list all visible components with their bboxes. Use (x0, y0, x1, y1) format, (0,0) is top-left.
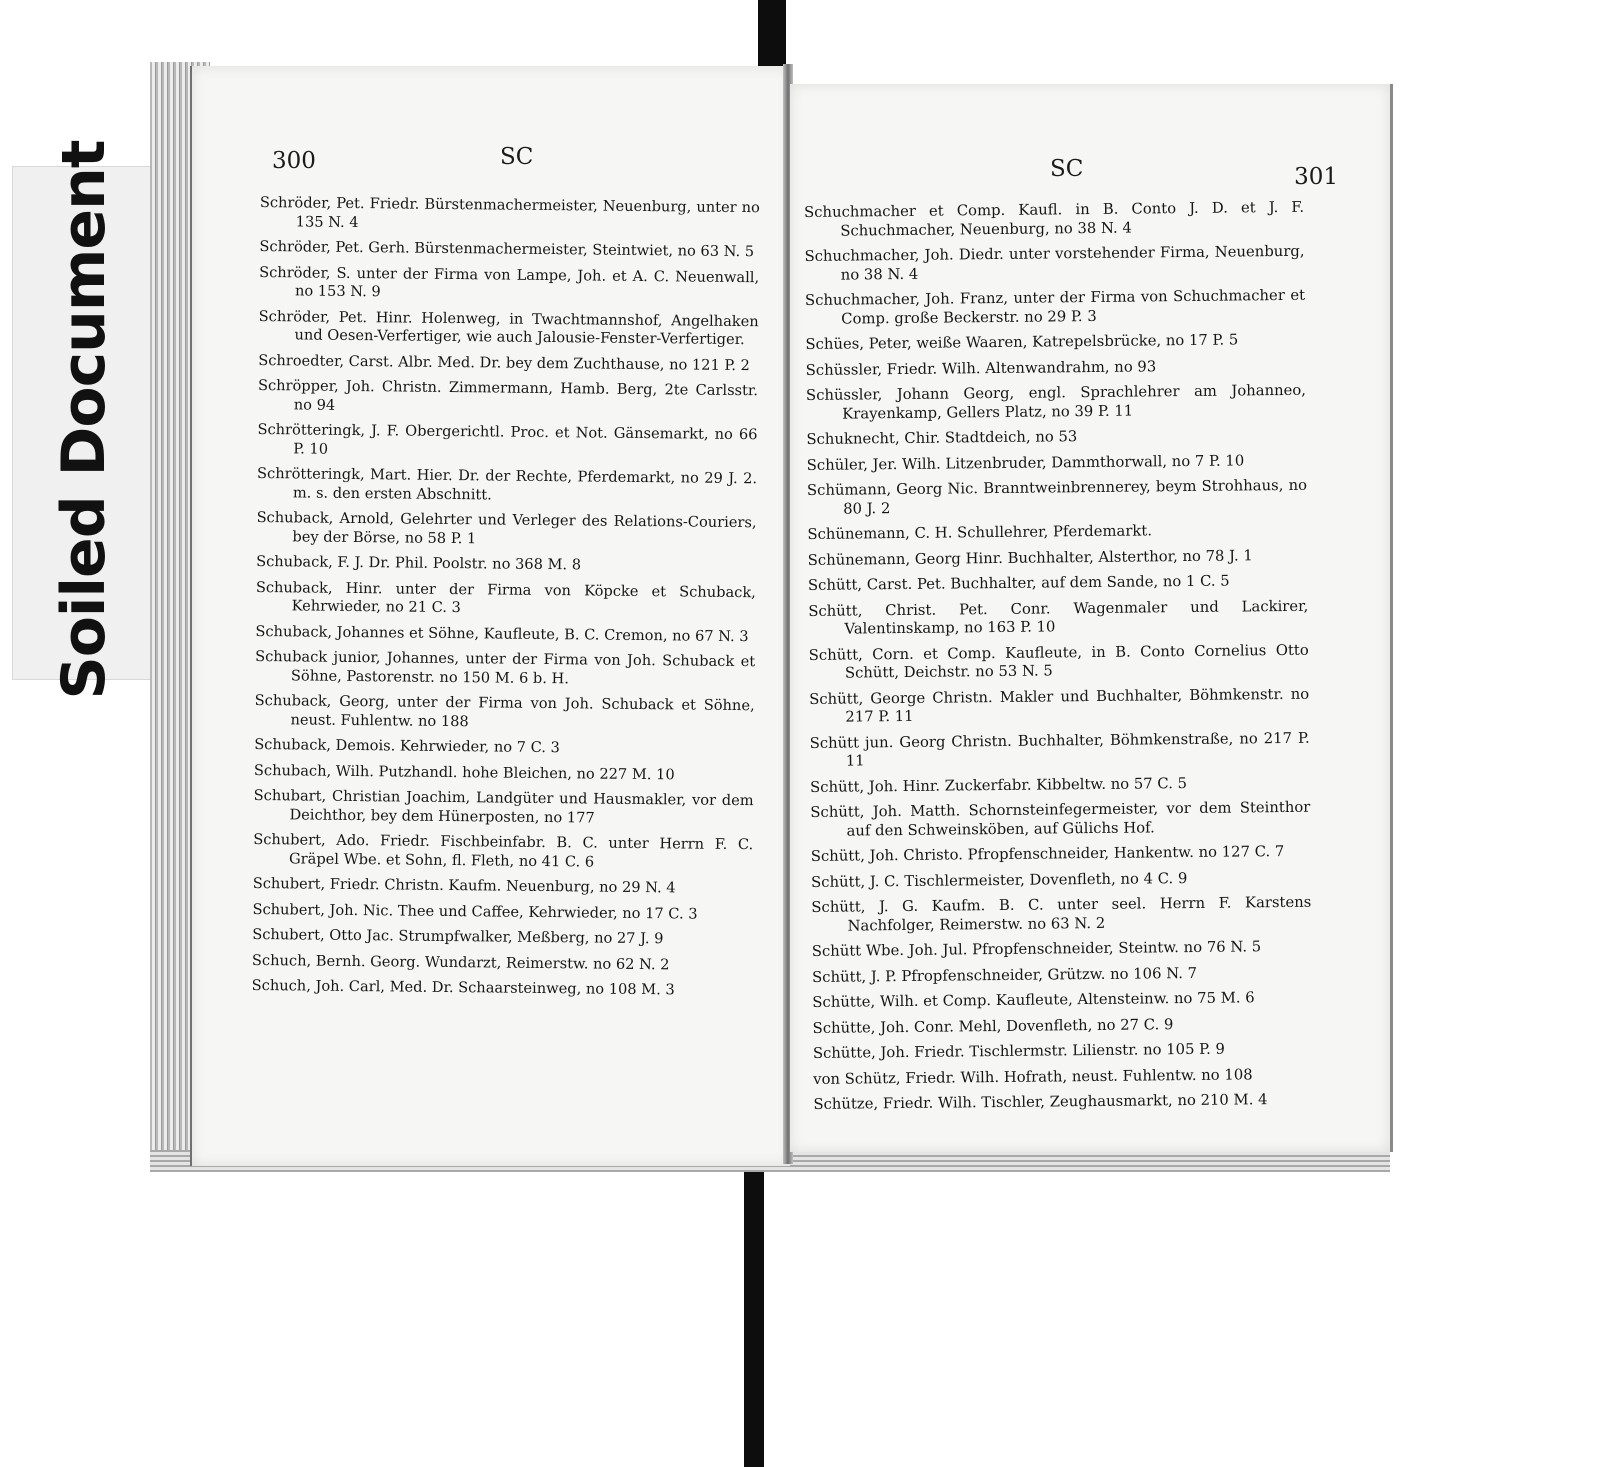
directory-entry: Schuknecht, Chir. Stadtdeich, no 53 (806, 428, 1078, 448)
directory-entry: Schütt Wbe. Joh. Jul. Pfropfenschneider, Steintw. no 76 N. 5 (811, 938, 1262, 960)
directory-entry: Schröder, S. unter der Firma von Lampe, Joh. et A. C. Neuenwall, no 153 N. 9 (259, 263, 760, 301)
left-page-header: SC (500, 144, 534, 170)
directory-entry: Schrötteringk, Mart. Hier. Dr. der Rechte, Pferdemarkt, no 29 J. 2. m. s. den ersten Abschnitt. (256, 464, 758, 503)
directory-entry: Schütt, Corn. et Comp. Kaufleute, in B. Conto Cornelius Otto Schütt, Deichstr. no 53 N. 5 (808, 641, 1309, 682)
directory-entry: Schüler, Jer. Wilh. Litzenbruder, Dammthorwall, no 7 P. 10 (806, 451, 1245, 474)
directory-entry: Schuback, Hinr. unter der Firma von Köpcke et Schuback, Kehrwieder, no 21 C. 3 (255, 578, 756, 617)
directory-entry: Schünemann, C. H. Schullehrer, Pferdemarkt. (807, 522, 1153, 543)
directory-entry: Schubach, Wilh. Putzhandl. hohe Bleichen, no 227 M. 10 (253, 761, 675, 783)
directory-entry: Schubert, Ado. Friedr. Fischbeinfabr. B. C. unter Herrn F. C. Gräpel Wbe. et Sohn, fl. Fleth, no 41 C. 6 (253, 830, 754, 871)
directory-entry: Schütt, J. C. Tischlermeister, Dovenfleth, no 4 C. 9 (811, 869, 1188, 891)
right-page-number: 301 (1294, 164, 1338, 190)
directory-entry: Schuch, Bernh. Georg. Wundarzt, Reimerstw. no 62 N. 2 (251, 951, 670, 973)
directory-entry: Schubert, Joh. Nic. Thee und Caffee, Kehrwieder, no 17 C. 3 (252, 900, 698, 923)
soiled-document-label: Soiled Document (49, 140, 119, 700)
directory-entry: Schuchmacher, Joh. Franz, unter der Firma von Schuchmacher et Comp. große Beckerstr. no 29 P. 3 (804, 286, 1306, 328)
right-entries (804, 199, 1314, 1122)
directory-entry: Schröder, Pet. Friedr. Bürstenmachermeister, Neuenburg, unter no 135 N. 4 (259, 194, 760, 231)
directory-entry: Schröder, Pet. Hinr. Holenweg, in Twachtmannshof, Angelhaken und Oesen-Verfertiger, wie auch Jalousie-Fenster-Verfertiger. (258, 307, 759, 349)
directory-entry: Schroedter, Carst. Albr. Med. Dr. bey dem Zuchthause, no 121 P. 2 (258, 351, 750, 374)
directory-entry: Schües, Peter, weiße Waaren, Katrepelsbrücke, no 17 P. 5 (805, 331, 1239, 353)
directory-entry: Schütte, Joh. Conr. Mehl, Dovenfleth, no 27 C. 9 (812, 1015, 1174, 1037)
directory-entry: Schünemann, Georg Hinr. Buchhalter, Alsterthor, no 78 J. 1 (807, 546, 1253, 569)
directory-entry: Schubert, Otto Jac. Strumpfwalker, Meßberg, no 27 J. 9 (252, 925, 664, 948)
directory-entry: Schütte, Joh. Friedr. Tischlermstr. Lilienstr. no 105 P. 9 (812, 1040, 1226, 1062)
directory-entry: Schüssler, Johann Georg, engl. Sprachlehrer am Johanneo, Krayenkamp, Gellers Platz, no 39 P. 11 (805, 381, 1307, 423)
directory-entry: Schütt, Christ. Pet. Conr. Wagenmaler und Lackirer, Valentinskamp, no 163 P. 10 (808, 597, 1309, 638)
directory-entry: Schuback, Johannes et Söhne, Kaufleute, B. C. Cremon, no 67 N. 3 (255, 622, 749, 645)
directory-entry: Schubart, Christian Joachim, Landgüter und Hausmakler, vor dem Deichthor, bey dem Hünerposten, no 177 (253, 786, 754, 827)
left-page (190, 66, 790, 1166)
directory-entry: Schütt, George Christn. Makler und Buchhalter, Böhmkenstr. no 217 P. 11 (809, 685, 1310, 726)
directory-entry: Schubert, Friedr. Christn. Kaufm. Neuenburg, no 29 N. 4 (252, 874, 676, 897)
directory-entry: Schütt, J. G. Kaufm. B. C. unter seel. Herrn F. Karstens Nachfolger, Reimerstw. no 63 N. 2 (811, 893, 1312, 935)
directory-entry: von Schütz, Friedr. Wilh. Hofrath, neust. Fuhlentw. no 108 (813, 1065, 1253, 1088)
directory-entry: Schuchmacher et Comp. Kaufl. in B. Conto J. D. et J. F. Schuchmacher, Neuenburg, no 38 N. 4 (804, 198, 1305, 240)
bottom-black-strip (744, 1162, 764, 1467)
directory-entry: Schütt, Joh. Christo. Pfropfenschneider, Hankentw. no 127 C. 7 (810, 843, 1285, 865)
directory-entry: Schuback junior, Johannes, unter der Firma von Joh. Schuback et Söhne, Pastorenstr. no 150 M. 6 b. H. (255, 647, 756, 687)
directory-entry: Schuback, Demois. Kehrwieder, no 7 C. 3 (254, 735, 560, 757)
directory-entry: Schüssler, Friedr. Wilh. Altenwandrahm, no 93 (805, 357, 1157, 379)
right-page (790, 84, 1393, 1152)
directory-entry: Schütt, Joh. Matth. Schornsteinfegermeister, vor dem Steinthor auf den Schweinsköben, auf Gülichs Hof. (810, 798, 1311, 840)
directory-entry: Schütze, Friedr. Wilh. Tischler, Zeughausmarkt, no 210 M. 4 (813, 1091, 1268, 1113)
directory-entry: Schümann, Georg Nic. Branntweinbrennerey, beym Strohhaus, no 80 J. 2 (806, 476, 1308, 518)
left-page-number: 300 (272, 148, 316, 174)
directory-entry: Schütt jun. Georg Christn. Buchhalter, Böhmkenstraße, no 217 P. 11 (809, 729, 1310, 770)
right-page-header: SC (1050, 156, 1084, 182)
directory-entry: Schuback, F. J. Dr. Phil. Poolstr. no 368 M. 8 (256, 552, 582, 574)
directory-entry: Schuchmacher, Joh. Diedr. unter vorstehender Firma, Neuenburg, no 38 N. 4 (804, 242, 1305, 284)
directory-entry: Schuback, Arnold, Gelehrter und Verleger des Relations-Couriers, bey der Börse, no 58 P. 1 (256, 508, 757, 547)
directory-entry: Schütt, Joh. Hinr. Zuckerfabr. Kibbeltw. no 57 C. 5 (810, 774, 1188, 796)
left-entries (252, 194, 760, 1008)
directory-entry: Schröder, Pet. Gerh. Bürstenmachermeister, Steintwiet, no 63 N. 5 (259, 237, 755, 261)
directory-entry: Schütt, J. P. Pfropfenschneider, Grützw. no 106 N. 7 (812, 964, 1198, 986)
directory-entry: Schröpper, Joh. Christn. Zimmermann, Hamb. Berg, 2te Carlsstr. no 94 (257, 376, 759, 414)
directory-entry: Schütte, Wilh. et Comp. Kaufleute, Altensteinw. no 75 M. 6 (812, 989, 1255, 1011)
directory-entry: Schrötteringk, J. F. Obergerichtl. Proc. et Not. Gänsemarkt, no 66 P. 10 (257, 420, 758, 458)
directory-entry: Schuch, Joh. Carl, Med. Dr. Schaarsteinweg, no 108 M. 3 (251, 976, 675, 999)
directory-entry: Schütt, Carst. Pet. Buchhalter, auf dem Sande, no 1 C. 5 (807, 572, 1230, 594)
directory-entry: Schuback, Georg, unter der Firma von Joh. Schuback et Söhne, neust. Fuhlentw. no 188 (254, 691, 755, 730)
